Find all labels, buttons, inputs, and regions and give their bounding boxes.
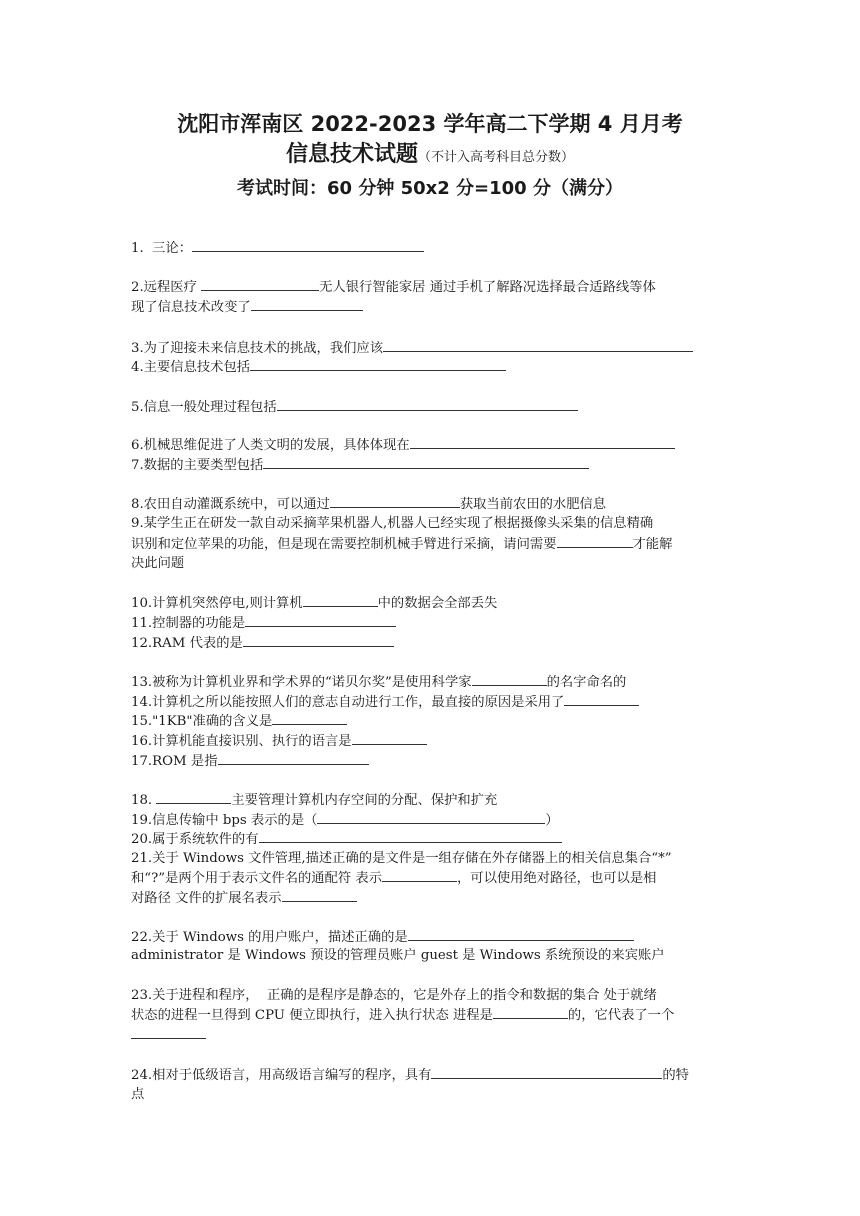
question-text: ） [545, 813, 559, 828]
question-text: 24.相对于低级语言，用高级语言编写的程序，具有 [131, 1068, 432, 1083]
answer-blank[interactable] [250, 357, 506, 371]
question-18 [131, 790, 497, 811]
answer-blank[interactable] [383, 338, 693, 352]
question-text: 3.为了迎接未来信息技术的挑战，我们应该 [131, 341, 384, 356]
question-2 [131, 277, 656, 298]
question-10 [131, 593, 497, 614]
question-text: 22.关于 Windows 的用户账户，描述正确的是 [131, 930, 408, 945]
answer-blank[interactable] [243, 633, 394, 647]
answer-blank[interactable] [408, 927, 634, 941]
question-text: administrator 是 Windows 预设的管理员账户 guest 是 Windows 系统预设的来宾账户 [131, 948, 665, 963]
question-4 [131, 357, 506, 378]
question-text: 主要管理计算机内存空间的分配、保护和扩充 [231, 793, 498, 808]
question-text: 20.属于系统软件的有 [131, 832, 259, 847]
question-text: 获取当前农田的水肥信息 [459, 497, 607, 512]
question-21 [131, 849, 672, 869]
question-text: 现了信息技术改变了 [131, 300, 251, 315]
question-text: 点 [131, 1087, 145, 1102]
question-23-end [131, 1025, 206, 1046]
question-text: 和“?”是两个用于表示文件名的通配符 表示 [131, 871, 382, 886]
answer-blank[interactable] [382, 868, 457, 882]
question-text: 无人银行智能家居 通过手机了解路况选择最合适路线等体 [319, 280, 656, 295]
question-9-cont [131, 534, 672, 555]
answer-blank[interactable] [317, 810, 545, 824]
answer-blank[interactable] [282, 888, 357, 902]
question-text: 的名字命名的 [546, 675, 627, 690]
question-text: 12.RAM 代表的是 [131, 636, 243, 651]
question-text: 中的数据会全部丢失 [377, 596, 498, 611]
question-text: 4.主要信息技术包括 [131, 360, 251, 375]
question-text: 才能解 [632, 537, 673, 552]
question-text: 18. [131, 793, 157, 808]
question-7 [131, 455, 589, 476]
question-3 [131, 338, 693, 359]
question-text: 16.计算机能直接识别、执行的语言是 [131, 734, 352, 749]
answer-blank[interactable] [472, 672, 547, 686]
answer-blank[interactable] [192, 238, 424, 252]
question-text: 21.关于 Windows 文件管理,描述正确的是文件是一组存储在外存储器上的相关信息集合“*” [131, 851, 672, 866]
answer-blank[interactable] [277, 397, 578, 411]
question-text: 状态的进程一旦得到 CPU 便立即执行，进入执行状态 进程是 [131, 1008, 493, 1023]
question-22 [131, 927, 634, 948]
question-text: 9.某学生正在研发一款自动采摘苹果机器人,机器人已经实现了根据摄像头采集的信息精确 [131, 516, 654, 531]
answer-blank[interactable] [218, 751, 369, 765]
question-9 [131, 514, 653, 534]
question-2-cont [131, 297, 363, 318]
question-5 [131, 397, 578, 418]
question-text: 决此问题 [131, 556, 185, 571]
answer-blank[interactable] [245, 613, 396, 627]
question-17 [131, 751, 369, 772]
question-1 [131, 238, 424, 259]
answer-blank[interactable] [352, 731, 427, 745]
answer-blank[interactable] [330, 494, 460, 508]
question-text: 17.ROM 是指 [131, 754, 218, 769]
question-9-end [131, 554, 184, 574]
question-text: 对路径 文件的扩展名表示 [131, 891, 282, 906]
answer-blank[interactable] [201, 277, 319, 291]
question-15 [131, 711, 347, 732]
answer-blank[interactable] [259, 829, 562, 843]
answer-blank[interactable] [251, 297, 363, 311]
question-11 [131, 613, 396, 634]
question-13 [131, 672, 626, 693]
question-24-end [131, 1085, 144, 1105]
subject-title [0, 137, 860, 168]
question-14 [131, 692, 639, 713]
question-6 [131, 435, 675, 456]
subject-name: 信息技术试题 [285, 142, 418, 167]
question-12 [131, 633, 394, 654]
question-24 [131, 1065, 689, 1086]
exam-time-score: 考试时间：60 分钟 50x2 分=100 分（满分） [237, 178, 623, 199]
question-text: 识别和定位苹果的功能，但是现在需要控制机械手臂进行采摘，请问需要 [131, 537, 557, 552]
question-20 [131, 829, 562, 850]
question-text: 11.控制器的功能是 [131, 616, 246, 631]
exam-title: 沈阳市浑南区 2022-2023 学年高二下学期 4 月月考 [177, 112, 683, 136]
question-21-cont [131, 868, 656, 889]
answer-blank[interactable] [564, 692, 639, 706]
answer-blank[interactable] [131, 1025, 206, 1039]
question-22-cont [131, 946, 665, 966]
question-23-cont [131, 1005, 674, 1026]
question-text: 6.机械思维促进了人类文明的发展，具体体现在 [131, 438, 410, 453]
answer-blank[interactable] [272, 711, 347, 725]
question-21-end [131, 888, 357, 909]
question-text: 10.计算机突然停电,则计算机 [131, 596, 303, 611]
question-16 [131, 731, 427, 752]
question-23 [131, 986, 657, 1006]
answer-blank[interactable] [493, 1005, 568, 1019]
question-text: 15."1KB"准确的含义是 [131, 714, 273, 729]
answer-blank[interactable] [156, 790, 231, 804]
question-text: 的，它代表了一个 [567, 1008, 675, 1023]
answer-blank[interactable] [303, 593, 378, 607]
question-text: 7.数据的主要类型包括 [131, 458, 264, 473]
question-text: ，可以使用绝对路径，也可以是相 [457, 871, 657, 886]
question-text: 23.关于进程和程序， 正确的是程序是静态的，它是外存上的指令和数据的集合 处于就绪 [131, 988, 657, 1003]
question-19 [131, 810, 559, 831]
answer-blank[interactable] [410, 435, 675, 449]
question-8 [131, 494, 606, 515]
subject-note: （不计入高考科目总分数） [418, 150, 575, 165]
answer-blank[interactable] [263, 455, 589, 469]
answer-blank[interactable] [557, 534, 633, 548]
question-text: 13.被称为计算机业界和学术界的“诺贝尔奖”是使用科学家 [131, 675, 472, 690]
question-text: 的特 [662, 1068, 689, 1083]
question-text: 8.农田自动灌溉系统中，可以通过 [131, 497, 330, 512]
question-text: 2.远程医疗 [131, 280, 202, 295]
question-text: 19.信息传输中 bps 表示的是（ [131, 813, 318, 828]
question-text: 1. 三论： [131, 241, 193, 256]
answer-blank[interactable] [431, 1065, 662, 1079]
question-text: 5.信息一般处理过程包括 [131, 400, 277, 415]
question-text: 14.计算机之所以能按照人们的意志自动进行工作，最直接的原因是采用了 [131, 695, 565, 710]
